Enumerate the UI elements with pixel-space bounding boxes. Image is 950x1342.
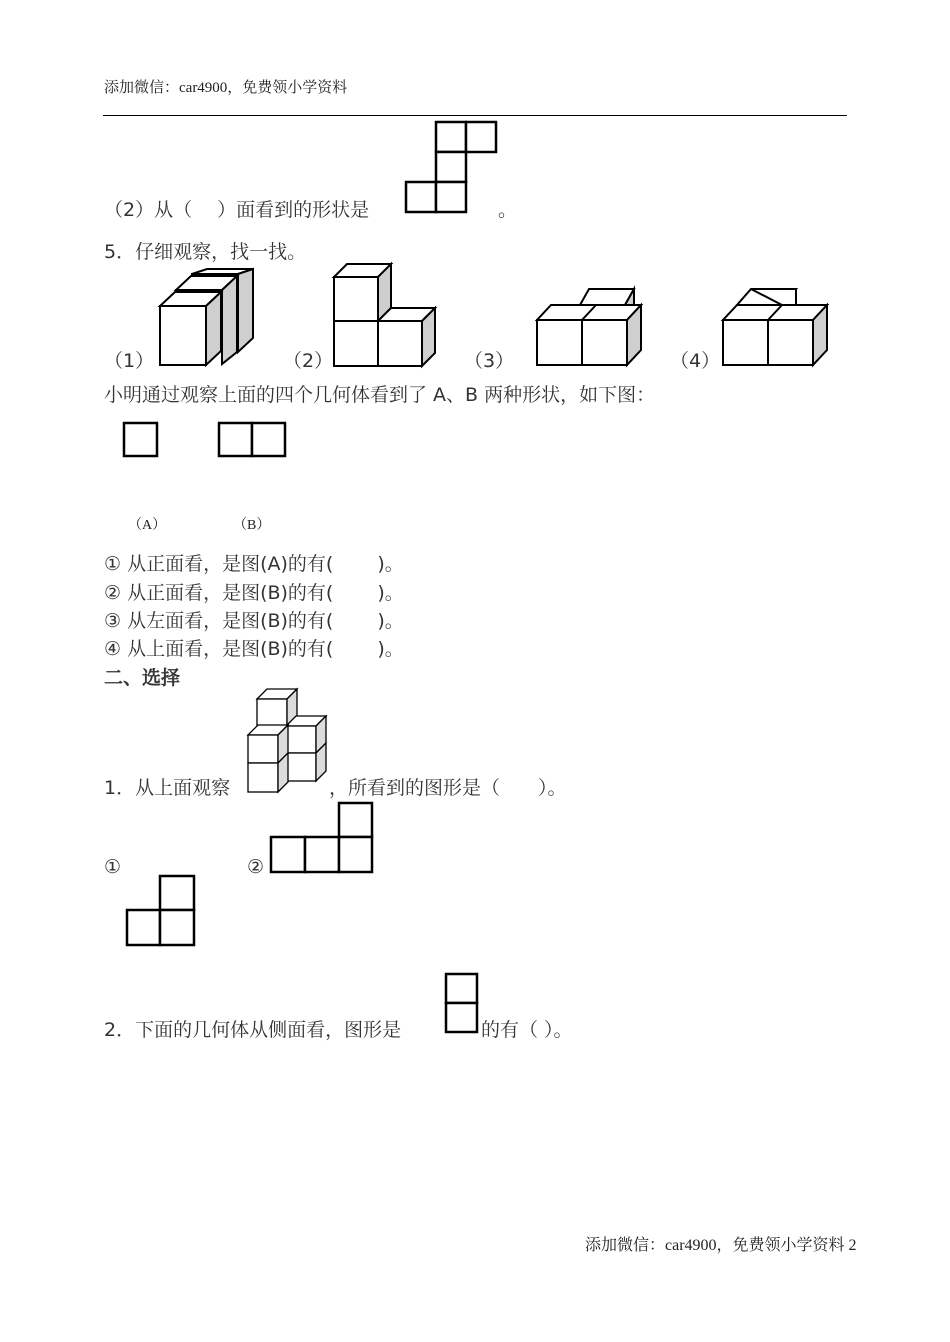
choice-q2-text-end: 的有（ ）。: [481, 1019, 573, 1041]
option-1-figure: [125, 874, 201, 950]
choice-q2-shape-figure: [444, 972, 482, 1036]
solid-label-3: （3）: [464, 350, 515, 372]
solid-label-1: （1）: [104, 350, 155, 372]
q5-title: 5．仔细观察，找一找。: [104, 241, 307, 263]
option-1-label: ①: [104, 856, 122, 878]
shape-b-label: （B）: [233, 518, 271, 533]
solid-2-figure: [333, 262, 438, 370]
q5-item-1: ① 从正面看，是图(A)的有( )。: [104, 553, 404, 575]
q5-item-3: ③ 从左面看，是图(B)的有( )。: [104, 610, 404, 632]
choice-q1-text: 1．从上面观察: [104, 777, 231, 799]
solid-label-4: （4）: [670, 350, 721, 372]
page-header: 添加微信：car4900，免费领小学资料: [104, 80, 348, 96]
choice-q1-solid-figure: [246, 688, 331, 796]
top-view-shape-figure: [405, 120, 500, 215]
solid-label-2: （2）: [283, 350, 334, 372]
solid-3-figure: [535, 287, 647, 369]
option-2-figure: [269, 801, 377, 877]
q5-item-2: ② 从正面看，是图(B)的有( )。: [104, 582, 404, 604]
q4-2-period: 。: [498, 199, 518, 221]
q4-2-text: （2）从（ ）面看到的形状是: [104, 199, 370, 221]
choice-q2-text: 2．下面的几何体从侧面看，图形是: [104, 1019, 402, 1041]
q5-item-4: ④ 从上面看，是图(B)的有( )。: [104, 638, 404, 660]
shape-a-figure: [122, 421, 162, 461]
shape-b-figure: [217, 421, 289, 461]
choice-q1-text-end: ，所看到的图形是（ ）。: [329, 777, 567, 799]
solid-4-figure: [721, 287, 833, 369]
option-2-label: ②: [247, 856, 265, 878]
q5-description: 小明通过观察上面的四个几何体看到了 A、B 两种形状，如下图：: [104, 384, 656, 406]
solid-1-figure: [158, 272, 258, 370]
header-divider: [103, 115, 847, 116]
shape-a-label: （A）: [128, 518, 167, 533]
section-2-heading: 二、选择: [104, 667, 181, 689]
page-footer: 添加微信：car4900，免费领小学资料 2: [585, 1237, 857, 1254]
